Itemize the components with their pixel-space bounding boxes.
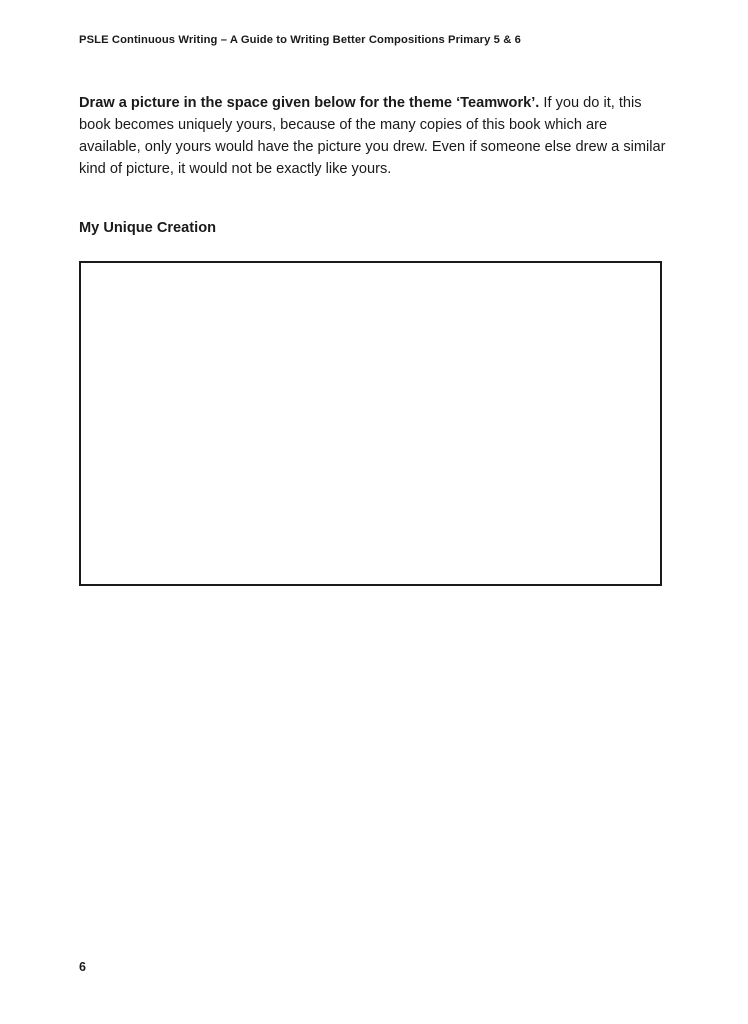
page-header: PSLE Continuous Writing – A Guide to Writing Better Compositions Primary 5 & 6 [79,34,521,46]
section-title: My Unique Creation [79,220,217,236]
drawing-area[interactable] [79,261,662,586]
instruction-body-text: If you do it, this book becomes uniquely yours, because of the many copies of this book which are available, only yours would have the picture you drew. Even if someone else drew a similar kind of picture, it would not be exactly like yours. [79,95,666,177]
page-number: 6 [79,960,86,974]
instruction-lead-text: Draw a picture in the space given below for the theme ‘Teamwork’. [79,95,540,111]
instruction-paragraph [79,93,671,181]
